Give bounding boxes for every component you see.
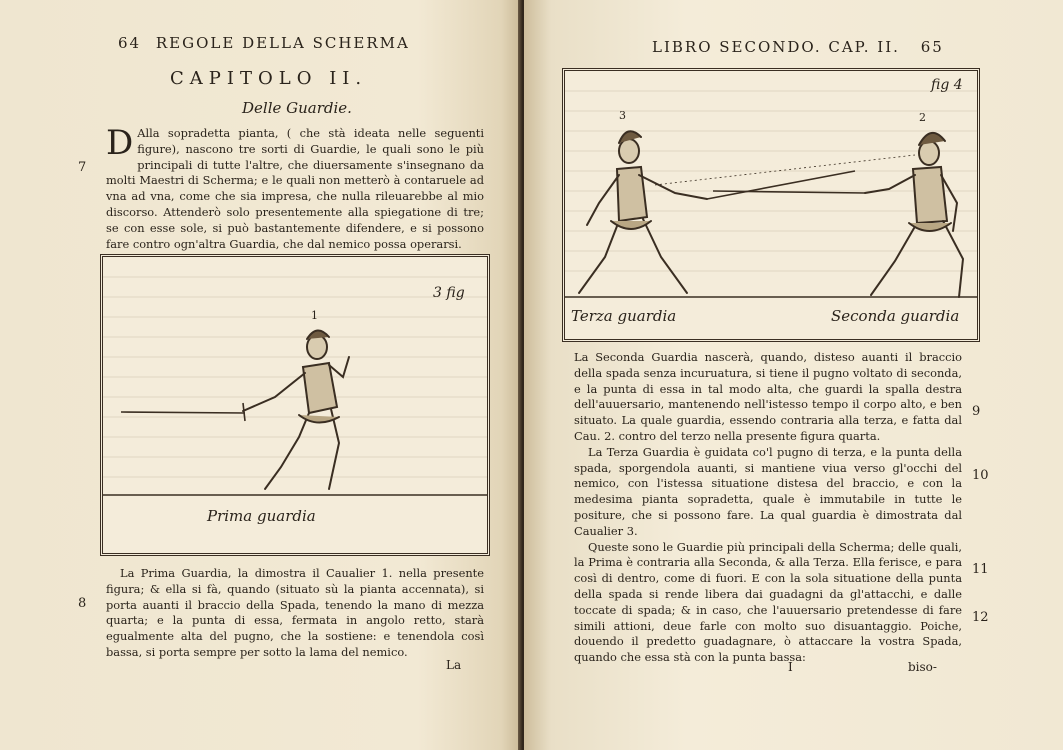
left-page xyxy=(0,0,522,750)
right-body-text xyxy=(574,350,962,666)
chapter-title: CAPITOLO II. xyxy=(170,68,368,89)
plate-caption: Prima guardia xyxy=(207,507,316,525)
signature-mark: I xyxy=(788,660,793,674)
left-running-title: REGOLE DELLA SCHERMA xyxy=(155,34,410,52)
left-paragraph-2 xyxy=(106,566,484,661)
right-paragraph-2: La Terza Guardia è guidata co'l pugno di terza, e la punta della spada, sporgendola auanti, si mantiene viua verso gl'occhi del nemico, con l'istessa situatione distesa del braccio, e con la medesima pianta sopradetta, quale è immutabile in tutte le positure, che si possono fare. La qual guardia è dimostrata dal Caualier 3. xyxy=(574,444,962,538)
terza-seconda-engraving xyxy=(565,71,977,339)
right-running-title: LIBRO SECONDO. CAP. II. xyxy=(652,38,900,56)
left-margin-note-7: 7 xyxy=(78,160,87,175)
left-running-head xyxy=(118,34,410,52)
plate-prima-guardia xyxy=(100,254,490,556)
left-page-number: 64 xyxy=(118,34,142,52)
figure-number-2: 2 xyxy=(919,111,926,124)
caption-terza-guardia: Terza guardia xyxy=(571,307,677,325)
right-catchword: biso- xyxy=(908,660,937,674)
right-margin-note-9: 9 xyxy=(972,404,981,419)
right-page xyxy=(524,0,1063,750)
right-margin-note-12: 12 xyxy=(972,610,989,625)
right-running-head xyxy=(652,38,944,56)
left-margin-note-8: 8 xyxy=(78,596,87,611)
figure-number-1: 1 xyxy=(311,309,318,322)
right-paragraph-3: Queste sono le Guardie più principali della Scherma; delle quali, la Prima è contraria alla Seconda, & alla Terza. Ella ferisce, e para così di dentro, come di fuori. E con la sola situatione della punta della spada si rende libera dai guadagni da gl'attacchi, e dalle toccate di spada; & in caso, che l'auuersario pretendesse di fare simili attioni, deue farle con molto suo disuantaggio. Poiche, douendo il predetto guadagnare, ò attaccare la vostra Spada, quando che essa stà con la punta bassa: xyxy=(574,539,962,665)
left-paragraph-1 xyxy=(106,123,484,252)
figure-number-3: 3 xyxy=(619,109,626,122)
left-paragraph-1-text: Alla sopradetta pianta, ( che stà ideata nelle seguenti figure), nascono tre sorti di Guardie, le quali sono le più principali di tutte l'altre, che diuersamente s'insegnano da molti Maestri di Scherma; e le quali non metterò à contaruele ad vna ad vna, come che sia impresa, che nulla rileuarebbe al mio discorso. Attenderò solo presentemente alla spiegatione di tre; se con esse sole, si può bastantemente difendere, e si possono fare contro ogn'altra Guardia, che dal nemico possa operarsi. xyxy=(106,126,484,251)
right-paragraph-1: La Seconda Guardia nascerà, quando, disteso auanti il braccio della spada senza incuruatura, si tiene il pugno voltato di seconda, e la punta di essa in tal modo alta, che guardi la spalla destra dell'auuersario, mantenendo nell'istesso tempo il corpo alto, e ben situato. La quale guardia, essendo contraria alla terza, e fatta dal Cau. 2. contro del terzo nella presente figura quarta. xyxy=(574,350,962,443)
left-catchword: La xyxy=(446,658,462,672)
right-margin-note-10: 10 xyxy=(972,468,989,483)
section-title: Delle Guardie. xyxy=(242,99,352,117)
plate-figure-label-right: fig 4 xyxy=(931,77,963,93)
drop-cap: D xyxy=(106,123,134,163)
caption-seconda-guardia: Seconda guardia xyxy=(831,307,960,325)
plate-terza-seconda-guardia xyxy=(562,68,980,342)
left-paragraph-2-text: La Prima Guardia, la dimostra il Caualier 1. nella presente figura; & ella si fà, quando (situato sù la pianta accennata), si porta auanti il braccio della Spada, tenendo la mano di mezza quarta; e la punta di essa, fermata in angolo retto, starà egualmente alta del pugno, che la sostiene: e tenendola così bassa, si porta sempre per sotto la lama del nemico. xyxy=(106,566,484,659)
right-page-number: 65 xyxy=(920,38,944,56)
right-margin-note-11: 11 xyxy=(972,562,989,577)
plate-figure-label: 3 fig xyxy=(433,285,465,301)
